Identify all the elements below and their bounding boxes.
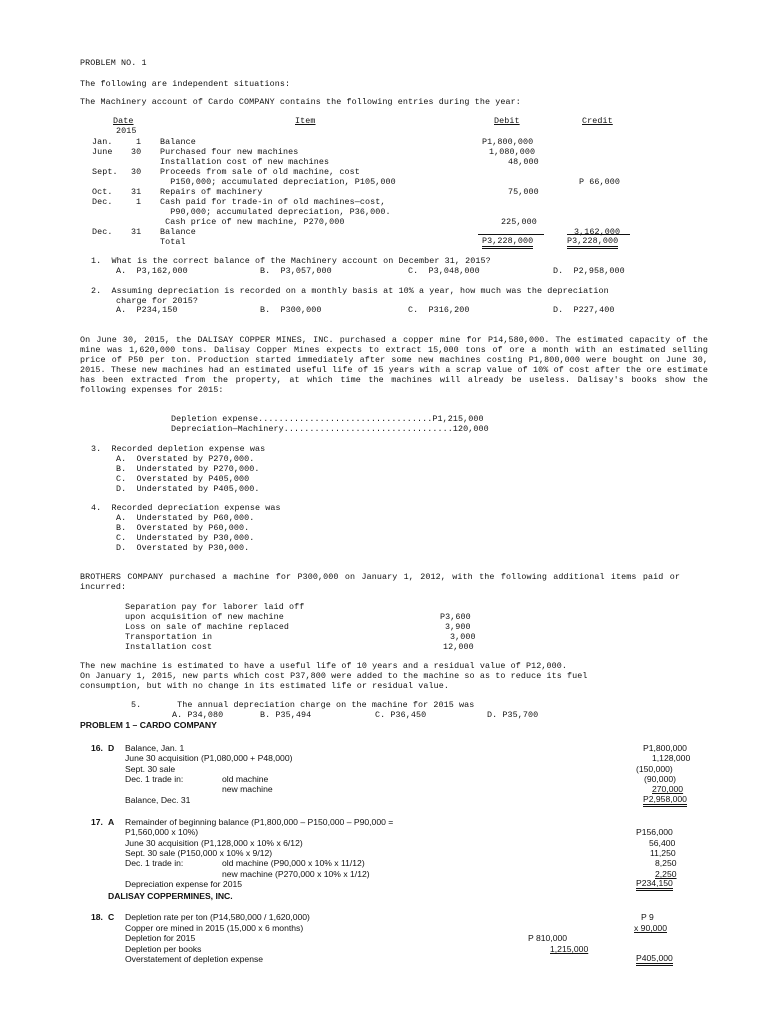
ledger-row-item: P90,000; accumulated depreciation, P36,000. xyxy=(160,207,391,217)
solution-row-sub: old machine xyxy=(222,774,269,784)
ledger-row-debit: 75,000 xyxy=(508,187,539,197)
solution-row-sub: old machine (P90,000 x 10% x 11/12) xyxy=(222,858,365,868)
ledger-row-month: Dec. xyxy=(92,197,113,207)
ledger-row-credit: 3,162,000 xyxy=(574,227,621,237)
solution-row-label: P1,560,000 x 10%) xyxy=(125,827,199,837)
q5-option-a: A. P34,080 xyxy=(172,710,224,720)
brothers-item-label: Transportation in xyxy=(125,632,213,642)
question-3: 3. Recorded depletion expense was xyxy=(91,444,266,454)
ledger-header-debit: Debit xyxy=(494,116,520,126)
ledger-header-credit: Credit xyxy=(582,116,613,126)
q1-option-d: D. P2,958,000 xyxy=(553,266,625,276)
ledger-row-day: 1 xyxy=(136,197,142,207)
brothers-item-label: Loss on sale of machine replaced xyxy=(125,622,290,632)
ledger-row-credit: P 66,000 xyxy=(579,177,621,187)
solution-title-cardo: PROBLEM 1 – CARDO COMPANY xyxy=(80,720,217,730)
solution-row-amount: P156,000 xyxy=(636,827,673,837)
ledger-row-item: P150,000; accumulated depreciation, P105,000 xyxy=(160,177,396,187)
brothers-paragraph: BROTHERS COMPANY purchased a machine for P300,000 on January 1, 2012, with the following additional items paid or incurred: xyxy=(80,572,680,592)
solution-row-amount: P405,000 xyxy=(636,954,673,966)
question-2-line1: 2. Assuming depreciation is recorded on a monthly basis at 10% a year, how much was the depreciation xyxy=(91,286,609,296)
solution-row-sub: new machine xyxy=(222,784,273,794)
ledger-row-month: Jan. xyxy=(92,137,113,147)
ledger-row-day: 31 xyxy=(131,227,142,237)
ledger-row-debit: 1,080,000 xyxy=(489,147,536,157)
solution-row-amount: P1,800,000 xyxy=(643,743,687,753)
q5-option-c: C. P36,450 xyxy=(375,710,427,720)
brothers-item-label: upon acquisition of new machine xyxy=(125,612,284,622)
dalisay-expense-depletion: Depletion expense..................................P1,215,000 xyxy=(171,414,484,424)
solution-row-amount: P 9 xyxy=(641,912,654,922)
q1-option-c: C. P3,048,000 xyxy=(408,266,480,276)
q4-option-c: C. Understated by P30,000. xyxy=(116,533,255,543)
problem-title: PROBLEM NO. 1 xyxy=(80,58,147,68)
solution-row-label: Sept. 30 sale (P150,000 x 10% x 9/12) xyxy=(125,848,273,858)
brothers-item-value: 3,000 xyxy=(450,632,476,642)
solution-row-amount: 1,128,000 xyxy=(652,753,691,763)
ledger-row-month: June xyxy=(92,147,113,157)
solution-row-mid: P 810,000 xyxy=(528,933,568,943)
question-2-line2: charge for 2015? xyxy=(116,296,199,306)
q2-option-a: A. P234,150 xyxy=(116,305,178,315)
ledger-rule xyxy=(567,234,630,235)
ledger-rule xyxy=(478,234,544,235)
solution-row-label: Depletion rate per ton (P14,580,000 / 1,620,000) xyxy=(125,912,310,922)
machinery-intro: The Machinery account of Cardo COMPANY contains the following entries during the year: xyxy=(80,97,521,107)
answer-number: 16. xyxy=(91,743,103,753)
ledger-row-item: Balance xyxy=(160,137,196,147)
ledger-row-item: Cash paid for trade-in of old machines—cost, xyxy=(160,197,386,207)
ledger-row-item: Cash price of new machine, P270,000 xyxy=(160,217,345,227)
answer-number: 18. xyxy=(91,912,103,922)
q2-option-c: C. P316,200 xyxy=(408,305,470,315)
answer-number: 17. xyxy=(91,817,103,827)
q4-option-d: D. Overstated by P30,000. xyxy=(116,543,250,553)
brothers-item-value: 3,900 xyxy=(445,622,471,632)
answer-letter: D xyxy=(108,743,115,753)
q1-option-a: A. P3,162,000 xyxy=(116,266,188,276)
ledger-row-item: Total xyxy=(160,237,186,247)
q2-option-d: D. P227,400 xyxy=(553,305,615,315)
solution-row-amount: (90,000) xyxy=(644,774,677,784)
solution-row-amount: 2,250 xyxy=(655,869,677,879)
solution-row-label: June 30 acquisition (P1,080,000 + P48,000) xyxy=(125,753,293,763)
ledger-header-date: Date xyxy=(113,116,134,126)
ledger-row-month: Sept. xyxy=(92,167,118,177)
question-5: 5. The annual depreciation charge on the machine for 2015 was xyxy=(131,700,475,710)
ledger-total-debit: P3,228,000 xyxy=(482,236,533,249)
q1-option-b: B. P3,057,000 xyxy=(260,266,332,276)
q4-option-a: A. Understated by P60,000. xyxy=(116,513,255,523)
solution-row-label: Remainder of beginning balance (P1,800,000 – P150,000 – P90,000 = xyxy=(125,817,394,827)
ledger-row-month: Dec. xyxy=(92,227,113,237)
brothers-item-value: P3,600 xyxy=(440,612,471,622)
ledger-header-item: Item xyxy=(295,116,316,126)
solution-row-amount: P2,958,000 xyxy=(643,795,687,807)
ledger-row-day: 31 xyxy=(131,187,142,197)
q3-option-b: B. Understated by P270,000. xyxy=(116,464,260,474)
intro-text: The following are independent situations: xyxy=(80,79,291,89)
solution-row-amount: x 90,000 xyxy=(634,923,667,933)
solution-row-sub: new machine (P270,000 x 10% x 1/12) xyxy=(222,869,370,879)
ledger-row-item: Balance xyxy=(160,227,196,237)
ledger-year: 2015 xyxy=(116,126,137,136)
question-4: 4. Recorded depreciation expense was xyxy=(91,503,281,513)
solution-row-amount: 11,250 xyxy=(650,848,676,858)
solution-row-label: Depreciation expense for 2015 xyxy=(125,879,243,889)
solution-row-amount: 270,000 xyxy=(652,784,684,794)
solution-row-label: Balance, Jan. 1 xyxy=(125,743,185,753)
ledger-row-item: Installation cost of new machines xyxy=(160,157,330,167)
q3-option-a: A. Overstated by P270,000. xyxy=(116,454,255,464)
ledger-row-item: Repairs of machinery xyxy=(160,187,263,197)
q3-option-d: D. Understated by P405,000. xyxy=(116,484,260,494)
ledger-row-month: Oct. xyxy=(92,187,113,197)
solution-row-mid: 1,215,000 xyxy=(550,944,589,954)
ledger-row-day: 30 xyxy=(131,167,142,177)
brothers-item-label: Installation cost xyxy=(125,642,213,652)
ledger-row-debit: 48,000 xyxy=(508,157,539,167)
answer-letter: A xyxy=(108,817,115,827)
solution-row-label: Balance, Dec. 31 xyxy=(125,795,191,805)
answer-letter: C xyxy=(108,912,115,922)
q3-option-c: C. Overstated by P405,000 xyxy=(116,474,250,484)
solution-row-label: Depletion for 2015 xyxy=(125,933,196,943)
ledger-row-debit: P1,800,000 xyxy=(482,137,534,147)
solution-row-amount: (150,000) xyxy=(636,764,673,774)
solution-title-dalisay: DALISAY COPPERMINES, INC. xyxy=(108,891,233,901)
solution-row-label: Copper ore mined in 2015 (15,000 x 6 months) xyxy=(125,923,304,933)
dalisay-expense-depreciation: Depreciation—Machinery.................................120,000 xyxy=(171,424,489,434)
q5-option-d: D. P35,700 xyxy=(487,710,539,720)
brothers-item-label: Separation pay for laborer laid off xyxy=(125,602,305,612)
ledger-row-day: 1 xyxy=(136,137,142,147)
ledger-row-day: 30 xyxy=(131,147,142,157)
solution-row-amount: 56,400 xyxy=(649,838,676,848)
solution-row-label: June 30 acquisition (P1,128,000 x 10% x 6/12) xyxy=(125,838,303,848)
ledger-row-item: Purchased four new machines xyxy=(160,147,299,157)
solution-row-amount: P234,150 xyxy=(636,879,673,891)
solution-row-label: Sept. 30 sale xyxy=(125,764,176,774)
solution-row-label: Dec. 1 trade in: xyxy=(125,774,184,784)
solution-row-label: Overstatement of depletion expense xyxy=(125,954,264,964)
q5-option-b: B. P35,494 xyxy=(260,710,312,720)
ledger-row-item: Proceeds from sale of old machine, cost xyxy=(160,167,360,177)
question-1: 1. What is the correct balance of the Machinery account on December 31, 2015? xyxy=(91,256,491,266)
brothers-line-2: On January 1, 2015, new parts which cost P37,800 were added to the machine so as to reduce its fuel xyxy=(80,671,588,681)
brothers-item-value: 12,000 xyxy=(443,642,474,652)
solution-row-label: Depletion per books xyxy=(125,944,202,954)
q2-option-b: B. P300,000 xyxy=(260,305,322,315)
dalisay-paragraph: On June 30, 2015, the DALISAY COPPER MINES, INC. purchased a copper mine for P14,580,000. The estimated capacity of the mine was 1,620,000 tons. Dalisay Copper Mines expects to extract 15,000 tons of ore a month with an estimated selling price of P50 per ton. Production started immediately after some new machines costing P1,800,000 were bought on June 30, 2015. These new machines had an estimated useful life of 15 years with a scrap value of 10% of cost after the ore estimate has been extracted from the property, at which time the machines will already be useless. Dalisay's books show the following expenses for 2015: xyxy=(80,335,708,395)
q4-option-b: B. Overstated by P60,000. xyxy=(116,523,250,533)
ledger-total-credit: P3,228,000 xyxy=(567,236,618,249)
solution-row-label: Dec. 1 trade in: xyxy=(125,858,184,868)
solution-row-amount: 8,250 xyxy=(655,858,677,868)
brothers-line-1: The new machine is estimated to have a useful life of 10 years and a residual value of P12,000. xyxy=(80,661,567,671)
brothers-line-3: consumption, but with no change in its estimated life or residual value. xyxy=(80,681,450,691)
ledger-row-debit: 225,000 xyxy=(501,217,537,227)
